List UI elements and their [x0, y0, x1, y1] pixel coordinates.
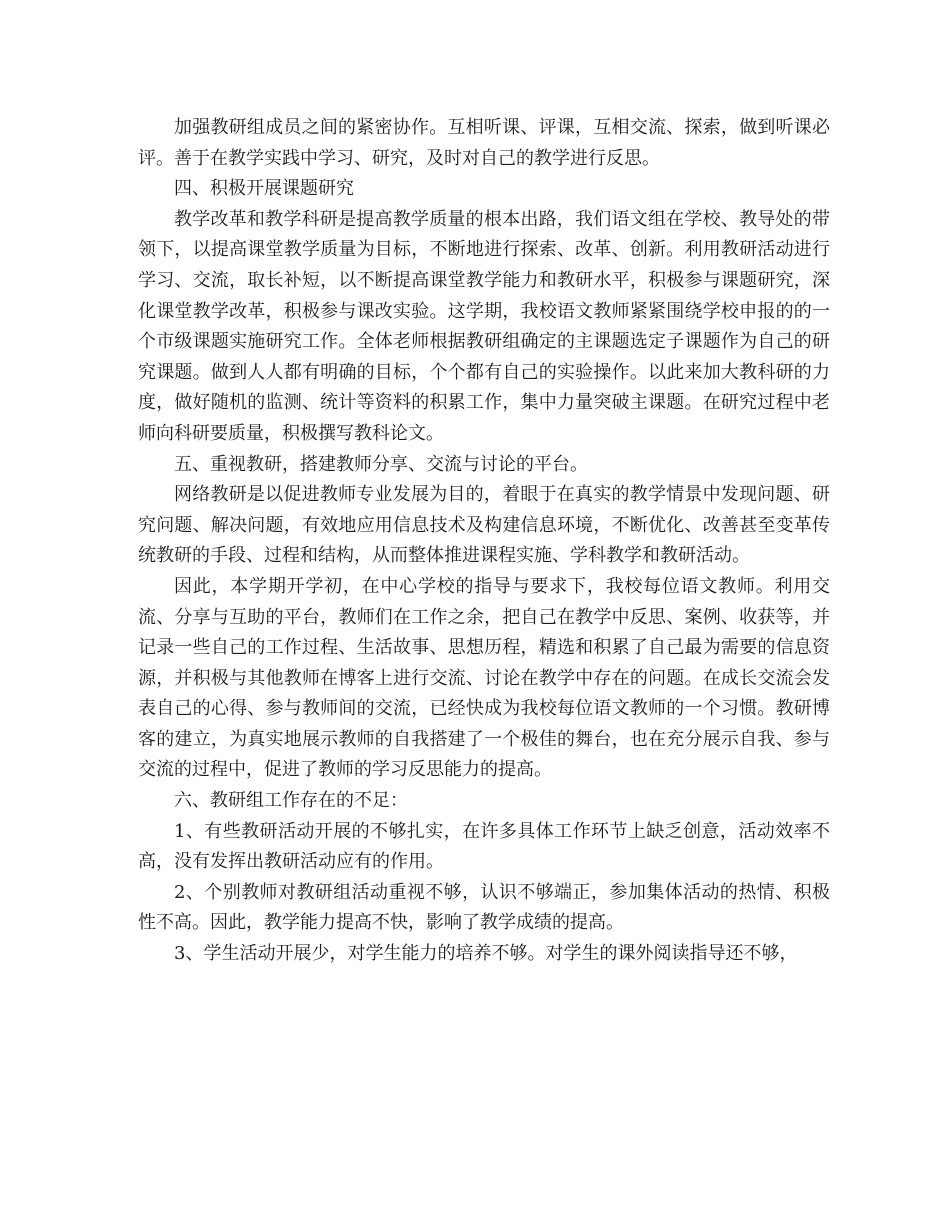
heading-section-6: 六、教研组工作存在的不足：	[174, 790, 408, 812]
document-page	[138, 113, 830, 970]
paragraph-research: 教学改革和教学科研是提高教学质量的根本出路，我们语文组在学校、教导处的带领下，以提高课堂教学质量为目标，不断地进行探索、改革、创新。利用教研活动进行学习、交流，取长补短，以不断提高课堂教学能力和教研水平，积极参与课题研究，深化课堂教学改革，积极参与课改实验。这学期，我校语文教师紧紧围绕学校申报的的一个市级课题实施研究工作。全体老师根据教研组确定的主课题选定子课题作为自己的研究课题。做到人人都有明确的目标，个个都有自己的实验操作。以此来加大教科研的力度，做好随机的监测、统计等资料的积累工作，集中力量突破主课题。在研究过程中老师向科研要质量，积极撰写教科论文。	[138, 208, 830, 444]
paragraph-cooperation: 加强教研组成员之间的紧密协作。互相听课、评课，互相交流、探索，做到听课必评。善于在教学实践中学习、研究，及时对自己的教学进行反思。	[138, 117, 830, 169]
paragraph-shortcoming-3: 3、学生活动开展少，对学生能力的培养不够。对学生的课外阅读指导还不够，	[174, 943, 798, 965]
paragraph-shortcoming-2: 2、个别教师对教研组活动重视不够，认识不够端正，参加集体活动的热情、积极性不高。因此，教学能力提高不快，影响了教学成绩的提高。	[138, 881, 830, 934]
paragraph-blog: 因此，本学期开学初，在中心学校的指导与要求下，我校每位语文教师。利用交流、分享与互助的平台，教师们在工作之余，把自己在教学中反思、案例、收获等，并记录一些自己的工作过程、生活故事、思想历程，精选和积累了自己最为需要的信息资源，并积极与其他教师在博客上进行交流、讨论在教学中存在的问题。在成长交流会发表自己的心得、参与教师间的交流，已经快成为我校每位语文教师的一个习惯。教研博客的建立，为真实地展示教师的自我搭建了一个极佳的舞台，也在充分展示自我、参与交流的过程中，促进了教师的学习反思能力的提高。	[138, 575, 830, 781]
heading-section-4: 四、积极开展课题研究	[174, 178, 354, 200]
paragraph-shortcoming-1: 1、有些教研活动开展的不够扎实，在许多具体工作环节上缺乏创意，活动效率不高，没有发挥出教研活动应有的作用。	[138, 820, 830, 873]
heading-section-5: 五、重视教研，搭建教师分享、交流与讨论的平台。	[174, 453, 588, 475]
paragraph-online-research: 网络教研是以促进教师专业发展为目的，着眼于在真实的教学情景中发现问题、研究问题、解决问题，有效地应用信息技术及构建信息环境，不断优化、改善甚至变革传统教研的手段、过程和结构，从而整体推进课程实施、学科教学和教研活动。	[138, 484, 830, 567]
